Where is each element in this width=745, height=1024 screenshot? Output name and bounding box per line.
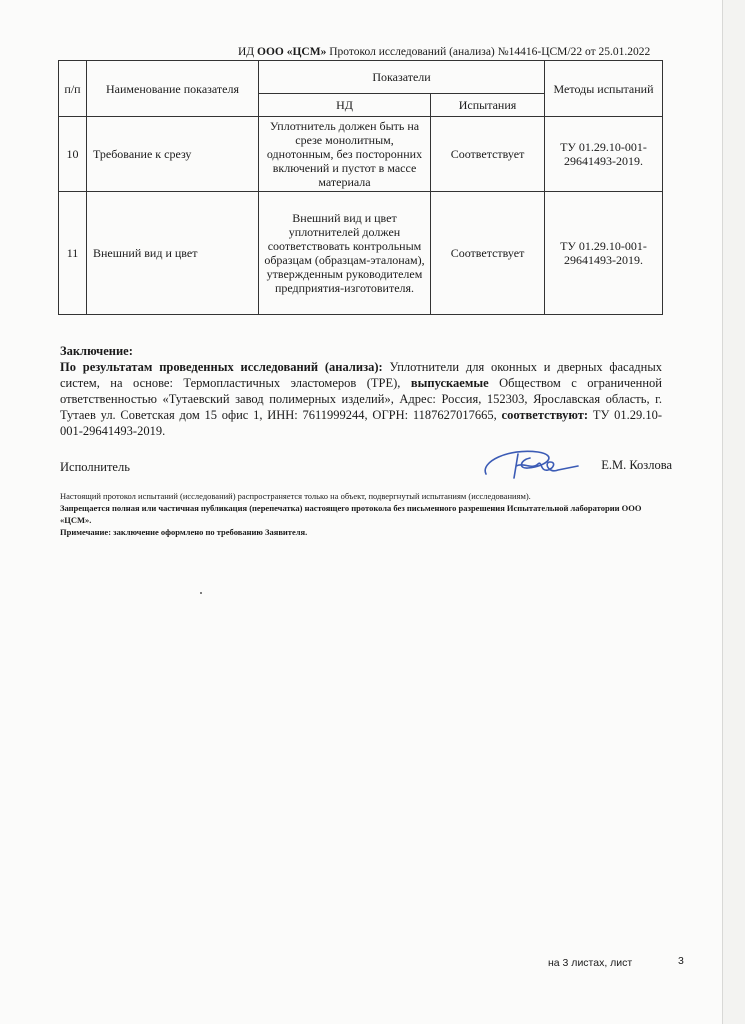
row-test: Соответствует	[431, 117, 545, 192]
note-copyright: Запрещается полная или частичная публикация (перепечатка) настоящего протокола без письменного разрешения Испытательной лаборатории ООО «ЦСМ».	[60, 503, 642, 525]
conclusion-heading: Заключение:	[60, 344, 133, 358]
conclusion-part1: Уплотнители для оконных и дверных фасадных систем, на основе: Термопластичных эластомеров (TPE),	[60, 360, 662, 390]
conclusion-lead: По результатам проведенных исследований (анализа):	[60, 360, 383, 374]
header-org: ООО «ЦСМ»	[257, 46, 327, 58]
row-num: 11	[59, 192, 87, 315]
row-method: ТУ 01.29.10-001-29641493-2019.	[545, 192, 663, 315]
col-methods-header: Методы испытаний	[545, 61, 663, 117]
executor-label: Исполнитель	[60, 460, 130, 474]
conclusion-section	[60, 343, 662, 439]
row-name: Требование к срезу	[87, 117, 259, 192]
sheets-label: на 3 листах, лист	[548, 957, 633, 969]
protocol-header	[238, 46, 678, 58]
row-test: Соответствует	[431, 192, 545, 315]
notes-section	[60, 490, 670, 538]
conclusion-part3: ТУ 01.29.10-001-29641493-2019.	[60, 408, 662, 438]
row-num: 10	[59, 117, 87, 192]
results-table	[58, 60, 663, 315]
col-name-header: Наименование показателя	[87, 61, 259, 117]
executor-name: Е.М. Козлова	[601, 458, 672, 472]
header-number: №14416-ЦСМ/22	[497, 46, 583, 58]
page-number: 3	[678, 955, 684, 967]
header-date: 25.01.2022	[598, 46, 651, 58]
table-row	[59, 192, 663, 315]
table-row	[59, 117, 663, 192]
header-title: Протокол исследований (анализа)	[329, 46, 495, 58]
page-footer	[548, 955, 684, 969]
col-nd-header: НД	[259, 94, 431, 117]
scan-speck	[200, 592, 202, 594]
row-nd: Внешний вид и цвет уплотнителей должен соответствовать контрольным образцам (образцам-эталонам), утвержденным руководителем предприятия-изготовителя.	[259, 192, 431, 315]
row-name: Внешний вид и цвет	[87, 192, 259, 315]
note-scope: Настоящий протокол испытаний (исследований) распространяется только на объект, подвергнутый испытаниям (исследованиям).	[60, 491, 531, 501]
row-nd: Уплотнитель должен быть на срезе монолитным, однотонным, без посторонних включений и пустот в массе материала	[259, 117, 431, 192]
col-num-header: п/п	[59, 61, 87, 117]
col-tests-header: Испытания	[431, 94, 545, 117]
table-header-row	[59, 61, 663, 94]
conclusion-text	[60, 359, 662, 439]
header-date-prefix: от	[584, 46, 596, 58]
conclusion-part2: Обществом с ограниченной ответственностью «Тутаевский завод полимерных изделий», Адрес: Россия, 152303, Ярославская область, г. Тутаев ул. Советская дом 15 офис 1, ИНН: 7611999244, ОГРН: 1187627017665,	[60, 376, 662, 422]
note-remark: Примечание: заключение оформлено по требованию Заявителя.	[60, 527, 308, 537]
signature-row	[60, 456, 672, 480]
conclusion-bold2: соответствуют:	[501, 408, 589, 422]
col-indicators-header: Показатели	[259, 61, 545, 94]
handwritten-signature-icon	[478, 444, 588, 484]
conclusion-bold1: выпускаемые	[410, 376, 489, 390]
header-prefix: ИД	[238, 46, 255, 58]
row-method: ТУ 01.29.10-001-29641493-2019.	[545, 117, 663, 192]
